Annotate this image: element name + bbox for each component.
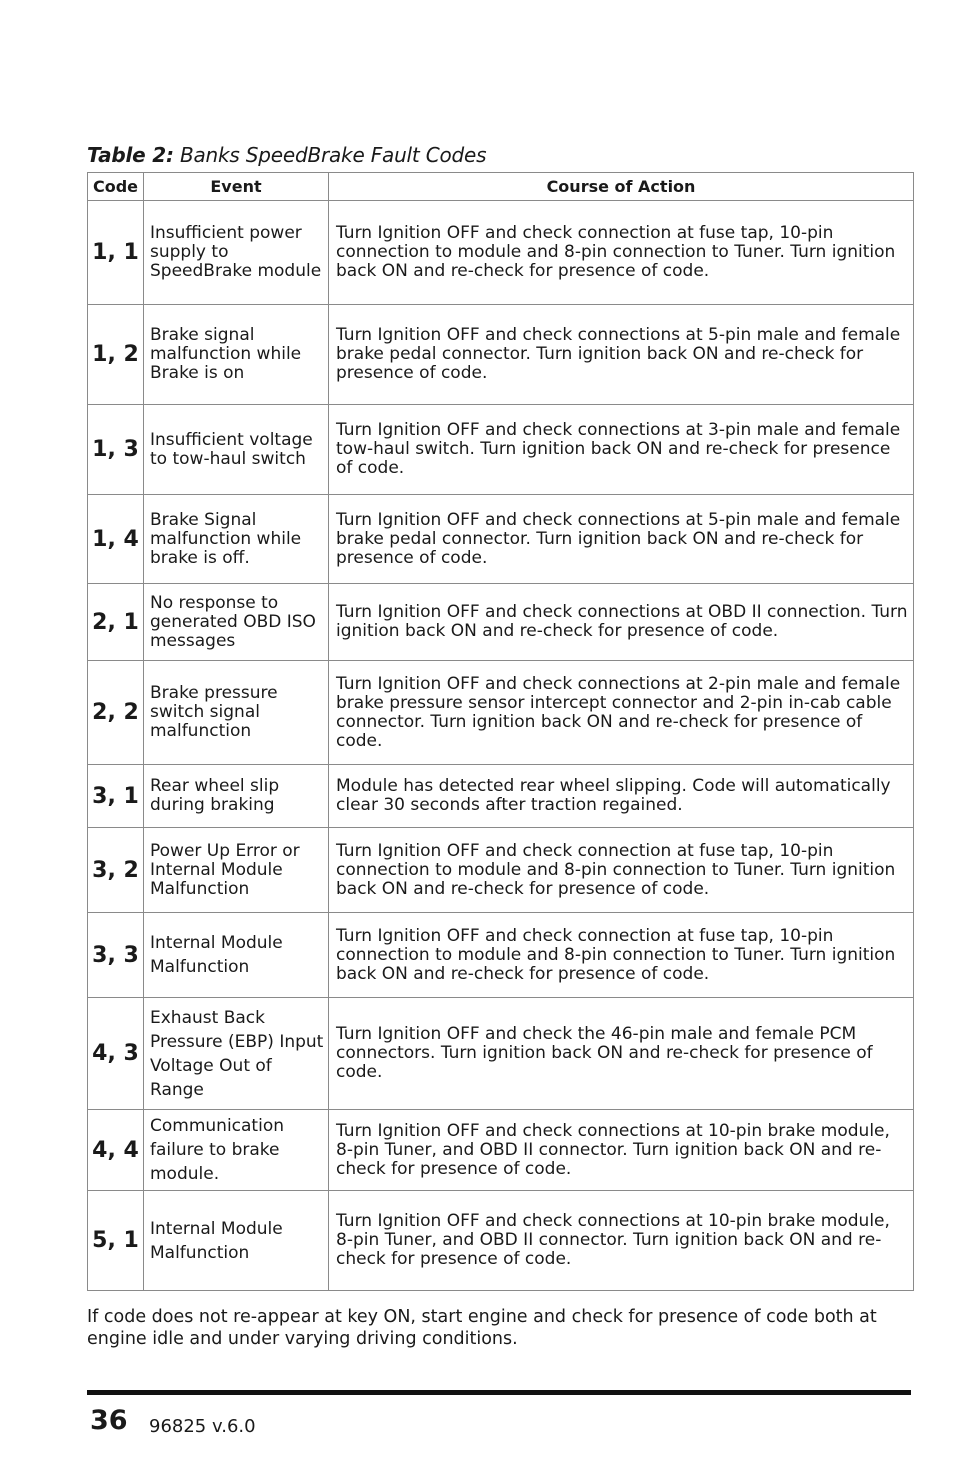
fault-code: 1, 4: [88, 495, 144, 584]
footnote: If code does not re-appear at key ON, start engine and check for presence of code both at engine idle and under varying driving conditions.: [87, 1307, 877, 1349]
fault-action: Turn Ignition OFF and check connections at 10-pin brake module, 8-pin Tuner, and OBD II connector. Turn ignition back ON and re-check for presence of code.: [329, 1191, 914, 1291]
fault-event: No response to generated OBD ISO messages: [144, 584, 329, 661]
fault-action: Turn Ignition OFF and check connection at fuse tap, 10-pin connection to module and 8-pin connection to Tuner. Turn ignition back ON and re-check for presence of code.: [329, 201, 914, 305]
page-number: 36: [90, 1405, 128, 1436]
table-row: [88, 201, 914, 305]
table-row: [88, 1110, 914, 1191]
table-row: [88, 1191, 914, 1291]
fault-code: 5, 1: [88, 1191, 144, 1291]
fault-code: 1, 3: [88, 405, 144, 495]
fault-action: Turn Ignition OFF and check connections at OBD II connection. Turn ignition back ON and re-check for presence of code.: [329, 584, 914, 661]
fault-event: Communication failure to brake module.: [144, 1110, 329, 1191]
fault-action: Turn Ignition OFF and check connections at 3-pin male and female tow-haul switch. Turn ignition back ON and re-check for presence of code.: [329, 405, 914, 495]
table-row: [88, 661, 914, 765]
fault-event: Brake Signal malfunction while brake is off.: [144, 495, 329, 584]
fault-codes-table: [87, 172, 914, 1291]
fault-action: Module has detected rear wheel slipping. Code will automatically clear 30 seconds after traction regained.: [329, 765, 914, 828]
fault-code: 2, 2: [88, 661, 144, 765]
fault-code: 3, 3: [88, 913, 144, 998]
table-row: [88, 998, 914, 1110]
fault-code: 1, 2: [88, 305, 144, 405]
table-row: [88, 495, 914, 584]
table-row: [88, 765, 914, 828]
table-caption-label: Table 2:: [87, 143, 174, 167]
fault-action: Turn Ignition OFF and check connections at 10-pin brake module, 8-pin Tuner, and OBD II connector. Turn ignition back ON and re-check for presence of code.: [329, 1110, 914, 1191]
fault-code: 3, 2: [88, 828, 144, 913]
fault-action: Turn Ignition OFF and check connections at 2-pin male and female brake pressure sensor intercept connector and 2-pin in-cab cable connector. Turn ignition back ON and re-check for presence of code.: [329, 661, 914, 765]
fault-action: Turn Ignition OFF and check connection at fuse tap, 10-pin connection to module and 8-pin connection to Tuner. Turn ignition back ON and re-check for presence of code.: [329, 828, 914, 913]
fault-event: Internal Module Malfunction: [144, 913, 329, 998]
fault-code: 2, 1: [88, 584, 144, 661]
fault-event: Power Up Error or Internal Module Malfunction: [144, 828, 329, 913]
table-row: [88, 305, 914, 405]
fault-event: Rear wheel slip during braking: [144, 765, 329, 828]
fault-action: Turn Ignition OFF and check connections at 5-pin male and female brake pedal connector. Turn ignition back ON and re-check for presence of code.: [329, 305, 914, 405]
table-row: [88, 913, 914, 998]
fault-event: Brake signal malfunction while Brake is on: [144, 305, 329, 405]
fault-action: Turn Ignition OFF and check the 46-pin male and female PCM connectors. Turn ignition back ON and re-check for presence of code.: [329, 998, 914, 1110]
fault-action: Turn Ignition OFF and check connection at fuse tap, 10-pin connection to module and 8-pin connection to Tuner. Turn ignition back ON and re-check for presence of code.: [329, 913, 914, 998]
table-row: [88, 405, 914, 495]
table-row: [88, 828, 914, 913]
fault-code: 4, 4: [88, 1110, 144, 1191]
fault-action: Turn Ignition OFF and check connections at 5-pin male and female brake pedal connector. Turn ignition back ON and re-check for presence of code.: [329, 495, 914, 584]
fault-event: Insufficient power supply to SpeedBrake module: [144, 201, 329, 305]
fault-code: 3, 1: [88, 765, 144, 828]
footer-divider: [87, 1390, 911, 1395]
document-version: 96825 v.6.0: [149, 1416, 256, 1437]
fault-code: 1, 1: [88, 201, 144, 305]
column-header-action: Course of Action: [329, 173, 914, 201]
table-row: [88, 584, 914, 661]
fault-code: 4, 3: [88, 998, 144, 1110]
table-caption: [87, 143, 486, 167]
fault-event: Internal Module Malfunction: [144, 1191, 329, 1291]
column-header-event: Event: [144, 173, 329, 201]
fault-event: Insufficient voltage to tow-haul switch: [144, 405, 329, 495]
table-caption-title: Banks SpeedBrake Fault Codes: [179, 143, 487, 167]
column-header-code: Code: [88, 173, 144, 201]
fault-event: Brake pressure switch signal malfunction: [144, 661, 329, 765]
fault-event: Exhaust Back Pressure (EBP) Input Voltage Out of Range: [144, 998, 329, 1110]
table-header-row: [88, 173, 914, 201]
